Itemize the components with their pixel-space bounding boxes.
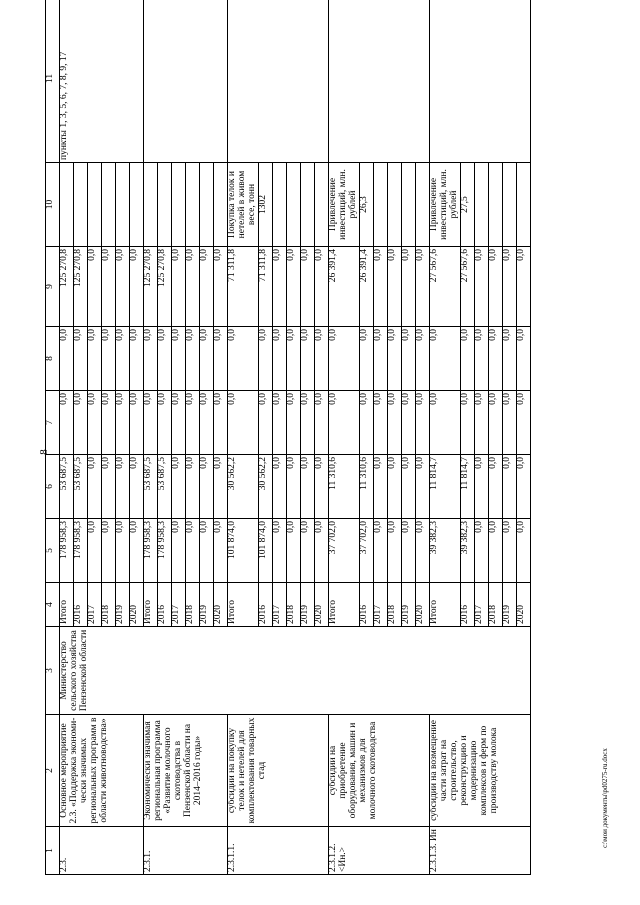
local-budget: 0,0	[88, 327, 102, 391]
regional-budget: 0,0	[74, 391, 88, 455]
year-cell: 2019	[401, 583, 415, 627]
year-cell: 2016	[359, 583, 373, 627]
total-funding: 0,0	[130, 519, 144, 583]
local-budget: 0,0	[272, 327, 286, 391]
extrabudgetary: 0,0	[172, 247, 186, 327]
federal-budget: 0,0	[387, 455, 401, 519]
federal-budget: 0,0	[474, 455, 488, 519]
total-funding: 0,0	[387, 519, 401, 583]
local-budget: 0,0	[172, 327, 186, 391]
regional-budget: 0,0	[359, 391, 373, 455]
federal-budget: 30 562,2	[258, 455, 272, 519]
extrabudgetary: 0,0	[102, 247, 116, 327]
indicator-empty	[116, 163, 130, 247]
extrabudgetary: 27 567,6	[429, 247, 460, 327]
year-cell: 2017	[373, 583, 387, 627]
local-budget: 0,0	[401, 327, 415, 391]
local-budget: 0,0	[502, 327, 516, 391]
indicator-empty	[272, 163, 286, 247]
extrabudgetary: 0,0	[488, 247, 502, 327]
local-budget: 0,0	[415, 327, 429, 391]
local-budget: 0,0	[74, 327, 88, 391]
total-funding: 0,0	[172, 519, 186, 583]
federal-budget: 53 687,5	[74, 455, 88, 519]
total-funding: 0,0	[214, 519, 228, 583]
regional-budget: 0,0	[172, 391, 186, 455]
header-cell: 4	[46, 583, 60, 627]
extrabudgetary: 0,0	[116, 247, 130, 327]
indicator-note: пункты 1, 3, 5, 6, 7, 8, 9, 17	[60, 0, 144, 163]
extrabudgetary: 71 311,8	[228, 247, 259, 327]
indicator-empty	[130, 163, 144, 247]
federal-budget: 0,0	[502, 455, 516, 519]
year-cell: Итого	[144, 583, 158, 627]
regional-budget: 0,0	[373, 391, 387, 455]
column-number-row	[46, 0, 60, 875]
indicator-note	[328, 0, 429, 163]
extrabudgetary: 26 391,4	[359, 247, 373, 327]
program-funding-table	[45, 0, 531, 875]
federal-budget: 0,0	[373, 455, 387, 519]
regional-budget: 0,0	[60, 391, 74, 455]
header-cell: 9	[46, 247, 60, 327]
local-budget: 0,0	[286, 327, 300, 391]
indicator-name: Привлечение инвестиций, млн. рублей	[429, 163, 460, 247]
federal-budget: 53 687,5	[144, 455, 158, 519]
item-number: 2.3.1.3. Ин	[429, 827, 530, 875]
extrabudgetary: 0,0	[387, 247, 401, 327]
indicator-empty	[172, 163, 186, 247]
federal-budget: 11 814,7	[429, 455, 460, 519]
total-funding: 178 958,3	[144, 519, 158, 583]
indicator-value: 26,3	[359, 163, 373, 247]
federal-budget: 0,0	[186, 455, 200, 519]
year-cell: Итого	[60, 583, 74, 627]
year-cell: 2018	[186, 583, 200, 627]
federal-budget: 0,0	[172, 455, 186, 519]
extrabudgetary: 27 567,6	[460, 247, 474, 327]
extrabudgetary: 0,0	[88, 247, 102, 327]
indicator-empty	[158, 163, 172, 247]
local-budget: 0,0	[387, 327, 401, 391]
item-name: Основное мероприятие 2.3. «Поддержка экономи-чески значимых региональных программ в области животноводства»	[60, 715, 144, 827]
extrabudgetary: 0,0	[516, 247, 530, 327]
federal-budget: 0,0	[88, 455, 102, 519]
local-budget: 0,0	[516, 327, 530, 391]
indicator-empty	[415, 163, 429, 247]
federal-budget: 11 310,6	[359, 455, 373, 519]
federal-budget: 0,0	[116, 455, 130, 519]
regional-budget: 0,0	[328, 391, 359, 455]
local-budget: 0,0	[258, 327, 272, 391]
regional-budget: 0,0	[228, 391, 259, 455]
year-cell: 2018	[102, 583, 116, 627]
regional-budget: 0,0	[200, 391, 214, 455]
federal-budget: 53 687,5	[60, 455, 74, 519]
year-cell: 2020	[314, 583, 328, 627]
extrabudgetary: 71 311,8	[258, 247, 272, 327]
federal-budget: 11 310,6	[328, 455, 359, 519]
year-cell: 2018	[286, 583, 300, 627]
header-cell: 1	[46, 827, 60, 875]
indicator-name: Покупка телок и нетелей в живом весе, тонн	[228, 163, 259, 247]
year-cell: 2020	[415, 583, 429, 627]
indicator-empty	[474, 163, 488, 247]
indicator-empty	[102, 163, 116, 247]
regional-budget: 0,0	[286, 391, 300, 455]
regional-budget: 0,0	[102, 391, 116, 455]
year-cell: 2019	[200, 583, 214, 627]
item-name: субсидии на приобретение оборудования, машин и механизмов для молочного скотоводства	[328, 715, 429, 827]
year-cell: Итого	[429, 583, 460, 627]
federal-budget: 0,0	[102, 455, 116, 519]
year-cell: 2020	[214, 583, 228, 627]
total-funding: 0,0	[474, 519, 488, 583]
extrabudgetary: 0,0	[186, 247, 200, 327]
federal-budget: 30 562,2	[228, 455, 259, 519]
total-funding: 37 702,0	[359, 519, 373, 583]
local-budget: 0,0	[116, 327, 130, 391]
extrabudgetary: 0,0	[272, 247, 286, 327]
local-budget: 0,0	[228, 327, 259, 391]
extrabudgetary: 125 270,8	[144, 247, 158, 327]
regional-budget: 0,0	[214, 391, 228, 455]
header-cell: 3	[46, 627, 60, 715]
regional-budget: 0,0	[272, 391, 286, 455]
total-funding: 0,0	[488, 519, 502, 583]
local-budget: 0,0	[200, 327, 214, 391]
local-budget: 0,0	[144, 327, 158, 391]
local-budget: 0,0	[328, 327, 359, 391]
year-cell: Итого	[228, 583, 259, 627]
extrabudgetary: 0,0	[401, 247, 415, 327]
local-budget: 0,0	[460, 327, 474, 391]
local-budget: 0,0	[300, 327, 314, 391]
total-funding: 0,0	[373, 519, 387, 583]
item-name: субсидии на возмещение части затрат на строительство, реконструкцию и модернизацию комплексов и ферм по производству молока	[429, 715, 530, 827]
responsible-executor: Министерство сельского хозяйства Пензенской области	[60, 627, 531, 715]
item-name: субсидии на покупку телок и нетелей для комплектования товарных стад	[228, 715, 329, 827]
federal-budget: 11 814,7	[460, 455, 474, 519]
regional-budget: 0,0	[474, 391, 488, 455]
extrabudgetary: 125 270,8	[60, 247, 74, 327]
regional-budget: 0,0	[130, 391, 144, 455]
header-cell: 10	[46, 163, 60, 247]
federal-budget: 0,0	[415, 455, 429, 519]
total-funding: 0,0	[502, 519, 516, 583]
item-number: 2.3.	[60, 827, 144, 875]
header-cell: 6	[46, 455, 60, 519]
indicator-value: 1302	[258, 163, 272, 247]
indicator-empty	[502, 163, 516, 247]
indicator-empty	[300, 163, 314, 247]
total-funding: 0,0	[88, 519, 102, 583]
total-funding: 178 958,3	[74, 519, 88, 583]
total-funding: 0,0	[401, 519, 415, 583]
item-number: 2.3.1.2. <Ин.>	[328, 827, 429, 875]
indicator-empty	[186, 163, 200, 247]
indicator-empty	[387, 163, 401, 247]
extrabudgetary: 0,0	[200, 247, 214, 327]
year-cell: 2016	[258, 583, 272, 627]
federal-budget: 0,0	[516, 455, 530, 519]
indicator-note	[228, 0, 329, 163]
indicator-name	[144, 163, 158, 247]
header-cell: 7	[46, 391, 60, 455]
regional-budget: 0,0	[258, 391, 272, 455]
extrabudgetary: 26 391,4	[328, 247, 359, 327]
year-cell: Итого	[328, 583, 359, 627]
block-total-row	[60, 0, 74, 875]
regional-budget: 0,0	[186, 391, 200, 455]
total-funding: 39 382,3	[460, 519, 474, 583]
federal-budget: 0,0	[214, 455, 228, 519]
local-budget: 0,0	[130, 327, 144, 391]
total-funding: 0,0	[116, 519, 130, 583]
regional-budget: 0,0	[158, 391, 172, 455]
extrabudgetary: 0,0	[415, 247, 429, 327]
indicator-name: Привлечение инвестиций, млн. рублей	[328, 163, 359, 247]
year-cell: 2016	[158, 583, 172, 627]
regional-budget: 0,0	[116, 391, 130, 455]
federal-budget: 53 687,5	[158, 455, 172, 519]
indicator-empty	[214, 163, 228, 247]
year-cell: 2020	[516, 583, 530, 627]
year-cell: 2019	[300, 583, 314, 627]
federal-budget: 0,0	[300, 455, 314, 519]
header-cell: 11	[46, 0, 60, 163]
federal-budget: 0,0	[314, 455, 328, 519]
local-budget: 0,0	[186, 327, 200, 391]
header-cell: 2	[46, 715, 60, 827]
year-cell: 2019	[116, 583, 130, 627]
federal-budget: 0,0	[130, 455, 144, 519]
regional-budget: 0,0	[314, 391, 328, 455]
local-budget: 0,0	[214, 327, 228, 391]
regional-budget: 0,0	[488, 391, 502, 455]
year-cell: 2016	[74, 583, 88, 627]
local-budget: 0,0	[488, 327, 502, 391]
block-total-row	[228, 0, 259, 875]
indicator-empty	[314, 163, 328, 247]
item-name: Экономически значимая региональная программа «Развитие молочного скотоводства в Пензенской области на 2014–2016 годы»	[144, 715, 228, 827]
total-funding: 178 958,3	[60, 519, 74, 583]
extrabudgetary: 0,0	[214, 247, 228, 327]
block-total-row	[429, 0, 460, 875]
extrabudgetary: 0,0	[300, 247, 314, 327]
item-number: 2.3.1.1.	[228, 827, 329, 875]
regional-budget: 0,0	[88, 391, 102, 455]
indicator-empty	[74, 163, 88, 247]
indicator-empty	[488, 163, 502, 247]
total-funding: 39 382,3	[429, 519, 460, 583]
extrabudgetary: 0,0	[502, 247, 516, 327]
local-budget: 0,0	[359, 327, 373, 391]
federal-budget: 0,0	[286, 455, 300, 519]
regional-budget: 0,0	[429, 391, 460, 455]
total-funding: 0,0	[102, 519, 116, 583]
indicator-empty	[401, 163, 415, 247]
year-cell: 2018	[387, 583, 401, 627]
indicator-name	[60, 163, 74, 247]
federal-budget: 0,0	[488, 455, 502, 519]
year-cell: 2020	[130, 583, 144, 627]
footer-file-path: c:\мои документы\pd0275-ru.docx	[601, 748, 609, 848]
item-number: 2.3.1.	[144, 827, 228, 875]
year-cell: 2017	[88, 583, 102, 627]
table-body	[46, 0, 531, 875]
total-funding: 178 958,3	[158, 519, 172, 583]
regional-budget: 0,0	[516, 391, 530, 455]
page-number: 8	[38, 449, 50, 455]
total-funding: 0,0	[415, 519, 429, 583]
regional-budget: 0,0	[502, 391, 516, 455]
extrabudgetary: 0,0	[286, 247, 300, 327]
total-funding: 0,0	[314, 519, 328, 583]
extrabudgetary: 125 270,8	[158, 247, 172, 327]
total-funding: 0,0	[272, 519, 286, 583]
year-cell: 2016	[460, 583, 474, 627]
indicator-empty	[373, 163, 387, 247]
regional-budget: 0,0	[415, 391, 429, 455]
local-budget: 0,0	[158, 327, 172, 391]
extrabudgetary: 0,0	[373, 247, 387, 327]
federal-budget: 0,0	[272, 455, 286, 519]
extrabudgetary: 0,0	[314, 247, 328, 327]
year-cell: 2019	[502, 583, 516, 627]
total-funding: 0,0	[200, 519, 214, 583]
total-funding: 0,0	[186, 519, 200, 583]
rotated-table-container	[45, 35, 600, 875]
year-cell: 2018	[488, 583, 502, 627]
year-cell: 2017	[172, 583, 186, 627]
extrabudgetary: 0,0	[474, 247, 488, 327]
extrabudgetary: 0,0	[130, 247, 144, 327]
total-funding: 101 874,0	[258, 519, 272, 583]
local-budget: 0,0	[429, 327, 460, 391]
indicator-empty	[286, 163, 300, 247]
indicator-note	[429, 0, 530, 163]
local-budget: 0,0	[60, 327, 74, 391]
regional-budget: 0,0	[401, 391, 415, 455]
year-cell: 2017	[474, 583, 488, 627]
local-budget: 0,0	[314, 327, 328, 391]
total-funding: 0,0	[300, 519, 314, 583]
regional-budget: 0,0	[387, 391, 401, 455]
indicator-value: 27,5	[460, 163, 474, 247]
indicator-note	[144, 0, 228, 163]
total-funding: 0,0	[286, 519, 300, 583]
indicator-empty	[516, 163, 530, 247]
header-cell: 8	[46, 327, 60, 391]
total-funding: 0,0	[516, 519, 530, 583]
regional-budget: 0,0	[300, 391, 314, 455]
extrabudgetary: 125 270,8	[74, 247, 88, 327]
federal-budget: 0,0	[200, 455, 214, 519]
total-funding: 101 874,0	[228, 519, 259, 583]
indicator-empty	[200, 163, 214, 247]
year-cell: 2017	[272, 583, 286, 627]
block-total-row	[144, 0, 158, 875]
indicator-empty	[88, 163, 102, 247]
total-funding: 37 702,0	[328, 519, 359, 583]
local-budget: 0,0	[102, 327, 116, 391]
local-budget: 0,0	[474, 327, 488, 391]
header-cell: 5	[46, 519, 60, 583]
block-total-row	[328, 0, 359, 875]
federal-budget: 0,0	[401, 455, 415, 519]
regional-budget: 0,0	[144, 391, 158, 455]
regional-budget: 0,0	[460, 391, 474, 455]
local-budget: 0,0	[373, 327, 387, 391]
